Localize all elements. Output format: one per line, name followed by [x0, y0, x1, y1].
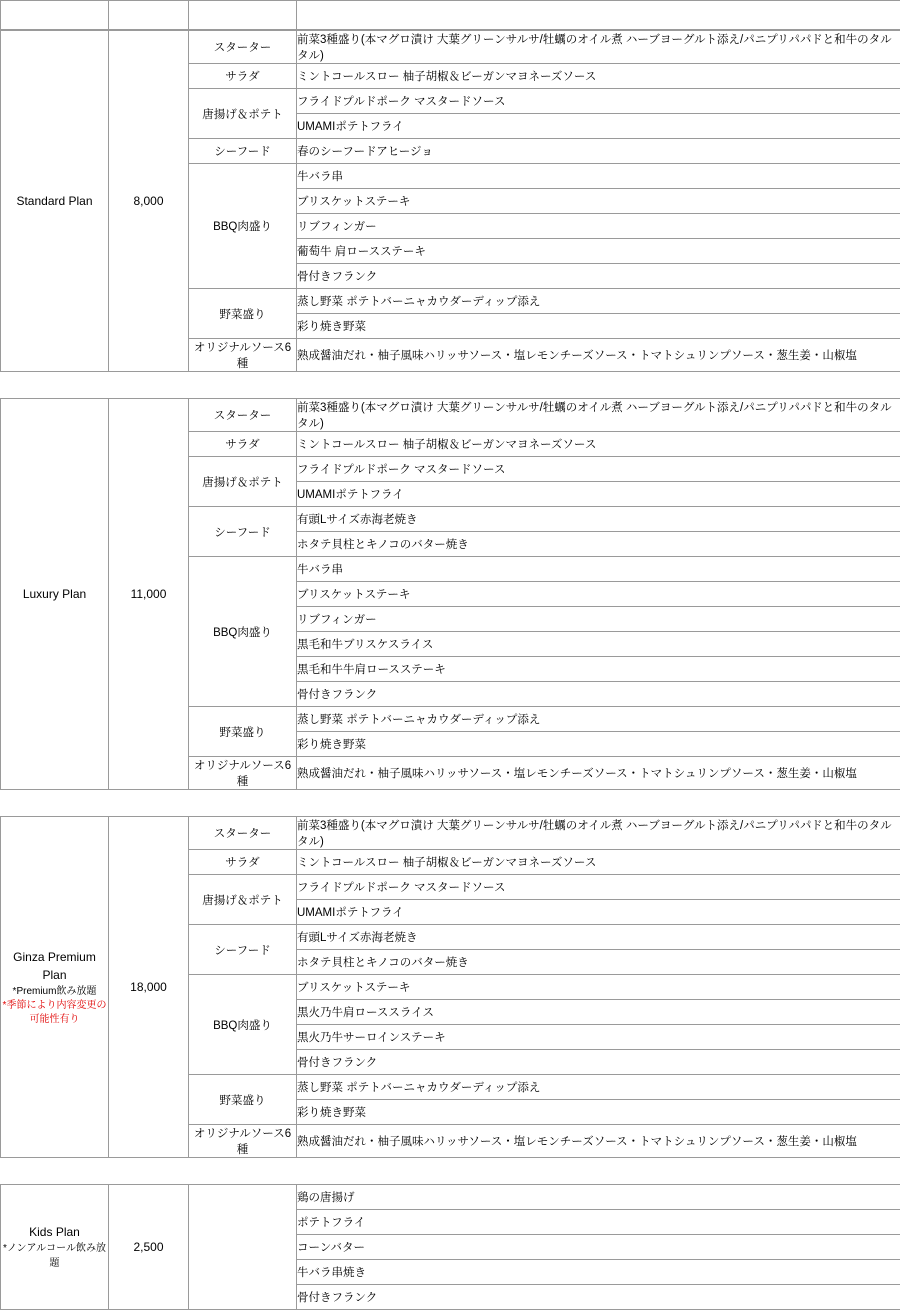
plan-name: Ginza Premium Plan: [13, 950, 96, 982]
food-item-cell: 黒火乃牛サーロインステーキ: [297, 1025, 900, 1050]
food-item-cell: ミントコールスロー 柚子胡椒＆ビーガンマヨネーズソース: [297, 432, 900, 457]
food-item-cell: ブリスケットステーキ: [297, 975, 900, 1000]
food-item-cell: ホタテ貝柱とキノコのバター焼き: [297, 950, 900, 975]
food-item-cell: 蒸し野菜 ポテトバーニャカウダーディップ添え: [297, 289, 900, 314]
plan-name-cell: [1, 817, 109, 1158]
category-cell: BBQ肉盛り: [189, 557, 297, 707]
plan-price-cell: 2,500: [109, 1185, 189, 1310]
category-cell: シーフード: [189, 139, 297, 164]
food-item-cell: 有頭Lサイズ赤海老焼き: [297, 925, 900, 950]
food-item-cell: 有頭Lサイズ赤海老焼き: [297, 507, 900, 532]
category-cell: オリジナルソース6種: [189, 339, 297, 372]
table-row: [1, 399, 900, 432]
plan-table: [0, 816, 900, 1158]
food-item-cell: 春のシーフードアヒージョ: [297, 139, 900, 164]
plan-price-cell: 18,000: [109, 817, 189, 1158]
food-item-cell: 前菜3種盛り(本マグロ漬け 大葉グリーンサルサ/牡蠣のオイル煮 ハーブヨーグルト添え/パニプリパパドと和牛のタルタル): [297, 399, 900, 432]
column-header-food: フード内容: [297, 1, 900, 30]
plan-name-cell: [1, 1185, 109, 1310]
category-cell: 唐揚げ＆ポテト: [189, 89, 297, 139]
table-gap: [0, 372, 900, 398]
category-cell: サラダ: [189, 850, 297, 875]
food-item-cell: UMAMIポテトフライ: [297, 482, 900, 507]
food-item-cell: 鶏の唐揚げ: [297, 1185, 900, 1210]
food-item-cell: 骨付きフランク: [297, 682, 900, 707]
food-item-cell: ミントコールスロー 柚子胡椒＆ビーガンマヨネーズソース: [297, 850, 900, 875]
plan-name: Luxury Plan: [23, 587, 86, 601]
food-item-cell: 黒火乃牛肩ローススライス: [297, 1000, 900, 1025]
plan-table: [0, 30, 900, 372]
food-item-cell: コーンバター: [297, 1235, 900, 1260]
category-cell: 野菜盛り: [189, 707, 297, 757]
food-item-cell: 蒸し野菜 ポテトバーニャカウダーディップ添え: [297, 707, 900, 732]
food-item-cell: 黒毛和牛牛肩ロースステーキ: [297, 657, 900, 682]
plan-name-subnote: *Premium飲み放題: [1, 984, 108, 999]
category-cell: 野菜盛り: [189, 289, 297, 339]
category-cell: オリジナルソース6種: [189, 757, 297, 790]
plan-name-cell: [1, 31, 109, 372]
food-item-cell: 骨付きフランク: [297, 264, 900, 289]
plan-price-cell: 8,000: [109, 31, 189, 372]
category-cell: シーフード: [189, 507, 297, 557]
food-item-cell: 黒毛和牛ブリスケスライス: [297, 632, 900, 657]
category-cell: BBQ肉盛り: [189, 164, 297, 289]
food-item-cell: 牛バラ串: [297, 557, 900, 582]
table-row: [1, 817, 900, 850]
plan-table: [0, 1184, 900, 1310]
plan-name-cell: [1, 399, 109, 790]
table-row: [1, 1185, 900, 1210]
food-item-cell: フライドプルドポーク マスタードソース: [297, 457, 900, 482]
food-item-cell: 葡萄牛 肩ロースステーキ: [297, 239, 900, 264]
menu-header-table: [0, 0, 900, 30]
category-cell: BBQ肉盛り: [189, 975, 297, 1075]
food-item-cell: 彩り焼き野菜: [297, 1100, 900, 1125]
food-item-cell: 蒸し野菜 ポテトバーニャカウダーディップ添え: [297, 1075, 900, 1100]
category-cell: スターター: [189, 399, 297, 432]
food-item-cell: ミントコールスロー 柚子胡椒＆ビーガンマヨネーズソース: [297, 64, 900, 89]
category-cell: スターター: [189, 31, 297, 64]
column-header-price: 税込価格: [109, 1, 189, 30]
category-cell: サラダ: [189, 64, 297, 89]
food-item-cell: 前菜3種盛り(本マグロ漬け 大葉グリーンサルサ/牡蠣のオイル煮 ハーブヨーグルト添え/パニプリパパドと和牛のタルタル): [297, 817, 900, 850]
category-cell-empty: [189, 1185, 297, 1310]
food-item-cell: 熟成醤油だれ・柚子風味ハリッサソース・塩レモンチーズソース・トマトシュリンプソース・葱生姜・山椒塩: [297, 757, 900, 790]
plan-table: [0, 398, 900, 790]
food-item-cell: 熟成醤油だれ・柚子風味ハリッサソース・塩レモンチーズソース・トマトシュリンプソース・葱生姜・山椒塩: [297, 339, 900, 372]
category-cell: スターター: [189, 817, 297, 850]
category-cell: オリジナルソース6種: [189, 1125, 297, 1158]
food-item-cell: リブフィンガー: [297, 607, 900, 632]
category-cell: シーフード: [189, 925, 297, 975]
food-item-cell: リブフィンガー: [297, 214, 900, 239]
plan-name: Kids Plan: [29, 1225, 80, 1239]
plan-name-warning: *季節により内容変更の可能性有り: [1, 999, 108, 1026]
plan-price-cell: 11,000: [109, 399, 189, 790]
food-item-cell: ブリスケットステーキ: [297, 189, 900, 214]
food-item-cell: 熟成醤油だれ・柚子風味ハリッサソース・塩レモンチーズソース・トマトシュリンプソース・葱生姜・山椒塩: [297, 1125, 900, 1158]
food-item-cell: 牛バラ串焼き: [297, 1260, 900, 1285]
plans-container: [0, 30, 900, 1310]
food-item-cell: UMAMIポテトフライ: [297, 900, 900, 925]
plan-name: Standard Plan: [16, 194, 92, 208]
food-item-cell: ホタテ貝柱とキノコのバター焼き: [297, 532, 900, 557]
column-header-plan: プラン名: [1, 1, 109, 30]
food-item-cell: フライドプルドポーク マスタードソース: [297, 89, 900, 114]
food-item-cell: 骨付きフランク: [297, 1285, 900, 1310]
food-item-cell: 彩り焼き野菜: [297, 732, 900, 757]
food-item-cell: ポテトフライ: [297, 1210, 900, 1235]
category-cell: 唐揚げ＆ポテト: [189, 875, 297, 925]
table-gap: [0, 790, 900, 816]
food-item-cell: 彩り焼き野菜: [297, 314, 900, 339]
table-row: [1, 31, 900, 64]
category-cell: 唐揚げ＆ポテト: [189, 457, 297, 507]
plan-name-subnote: *ノンアルコール飲み放題: [1, 1241, 108, 1271]
food-item-cell: 前菜3種盛り(本マグロ漬け 大葉グリーンサルサ/牡蠣のオイル煮 ハーブヨーグルト添え/パニプリパパドと和牛のタルタル): [297, 31, 900, 64]
food-item-cell: 牛バラ串: [297, 164, 900, 189]
food-item-cell: ブリスケットステーキ: [297, 582, 900, 607]
category-cell: サラダ: [189, 432, 297, 457]
table-header-row: [1, 1, 900, 30]
food-item-cell: フライドプルドポーク マスタードソース: [297, 875, 900, 900]
column-header-category: カテゴリ: [189, 1, 297, 30]
table-gap: [0, 1158, 900, 1184]
category-cell: 野菜盛り: [189, 1075, 297, 1125]
food-item-cell: 骨付きフランク: [297, 1050, 900, 1075]
food-item-cell: UMAMIポテトフライ: [297, 114, 900, 139]
